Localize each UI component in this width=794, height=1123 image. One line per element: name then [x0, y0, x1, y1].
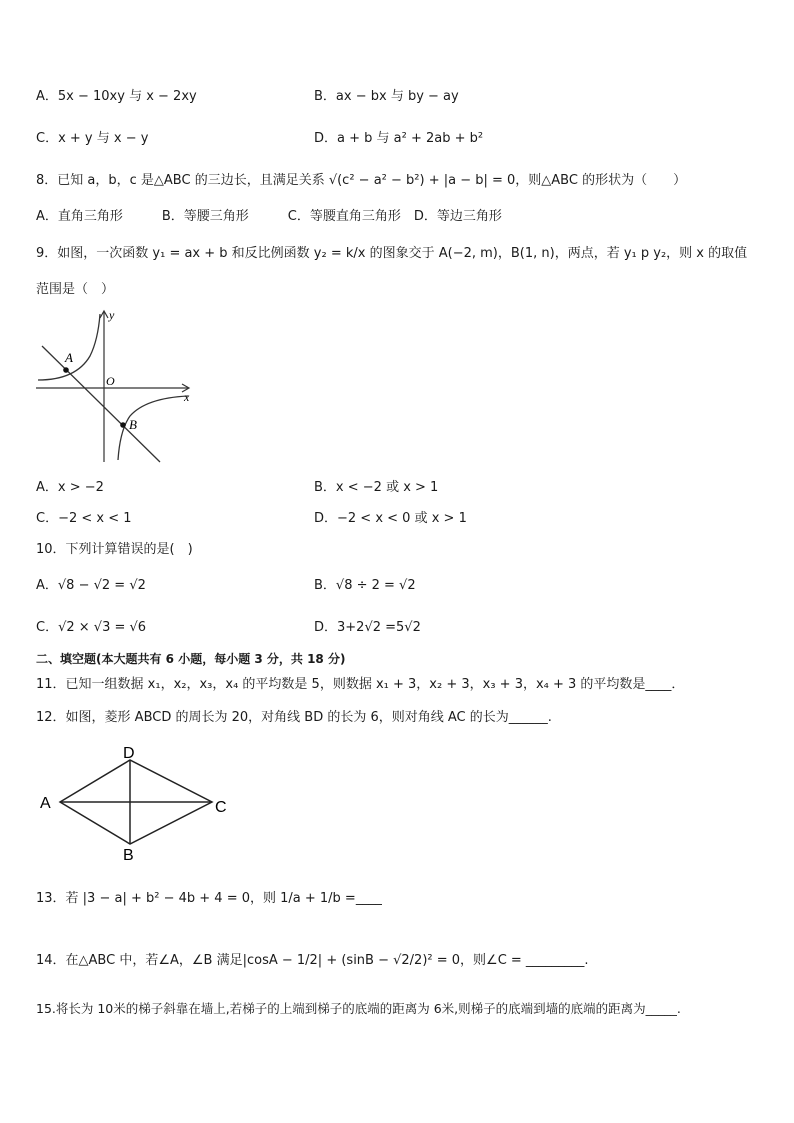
q7-option-c: C．x + y 与 x − y	[36, 131, 149, 146]
linear-function-line	[42, 346, 160, 462]
q10-stem: 10．下列计算错误的是( )	[36, 542, 193, 557]
vertex-a-label: A	[40, 795, 51, 812]
x-axis-label: x	[184, 390, 190, 404]
q9-option-c: C．−2 < x < 1	[36, 511, 132, 526]
q9-function-graph	[36, 308, 196, 466]
section-2-heading: 二、填空题(本大题共有 6 小题，每小题 3 分，共 18 分)	[36, 652, 346, 666]
q7-option-b: B．ax − bx 与 by − ay	[314, 89, 459, 104]
q9-option-d: D．−2 < x < 0 或 x > 1	[314, 511, 467, 526]
q9-option-a: A．x > −2	[36, 480, 104, 495]
vertex-b-label: B	[123, 847, 134, 864]
q7-option-d: D．a + b 与 a² + 2ab + b²	[314, 131, 484, 146]
q15-stem: 15.将长为 10米的梯子斜靠在墙上,若梯子的上端到梯子的底端的距离为 6米,则梯子的底端到墙的底端的距离为_____.	[36, 1001, 681, 1016]
point-a-dot	[63, 367, 69, 373]
q8-stem: 8．已知 a，b，c 是△ABC 的三边长，且满足关系 √(c² − a² − b²) + |a − b| = 0，则△ABC 的形状为（ ）	[36, 173, 687, 188]
q13-stem: 13．若 |3 − a| + b² − 4b + 4 = 0，则 1/a + 1/b =____	[36, 891, 382, 906]
q12-stem: 12．如图，菱形 ABCD 的周长为 20，对角线 BD 的长为 6，则对角线 AC 的长为______.	[36, 710, 552, 725]
q10-option-b: B．√8 ÷ 2 = √2	[314, 578, 416, 593]
q9-option-b: B．x < −2 或 x > 1	[314, 480, 439, 495]
q10-option-a: A．√8 − √2 = √2	[36, 578, 146, 593]
y-axis-label: y	[109, 308, 115, 322]
point-b-label: B	[129, 417, 137, 432]
q9-stem: 9．如图，一次函数 y₁ = ax + b 和反比例函数 y₂ = k/x 的图象交于 A(−2, m)，B(1, n)，两点，若 y₁ p y₂，则 x 的取值	[36, 246, 748, 261]
vertex-c-label: C	[215, 799, 227, 816]
q10-option-c: C．√2 × √3 = √6	[36, 620, 147, 635]
q7-option-a: A．5x − 10xy 与 x − 2xy	[36, 89, 197, 104]
vertex-d-label: D	[123, 745, 135, 762]
hyperbola-upper-branch	[38, 314, 100, 380]
q10-option-d: D．3+2√2 =5√2	[314, 620, 421, 635]
origin-label: O	[106, 374, 115, 388]
q8-options: A．直角三角形 B．等腰三角形 C．等腰直角三角形 D．等边三角形	[36, 209, 502, 224]
point-b-dot	[120, 422, 126, 428]
point-a-label: A	[65, 350, 73, 365]
q12-rhombus-figure	[36, 742, 236, 866]
q11-stem: 11．已知一组数据 x₁，x₂，x₃，x₄ 的平均数是 5，则数据 x₁ + 3，x₂ + 3，x₃ + 3，x₄ + 3 的平均数是____．	[36, 677, 685, 692]
q9-stem-continued: 范围是（ ）	[36, 282, 115, 297]
q14-stem: 14．在△ABC 中，若∠A，∠B 满足|cosA − 1/2| + (sinB − √2/2)² = 0，则∠C = _________.	[36, 953, 589, 968]
